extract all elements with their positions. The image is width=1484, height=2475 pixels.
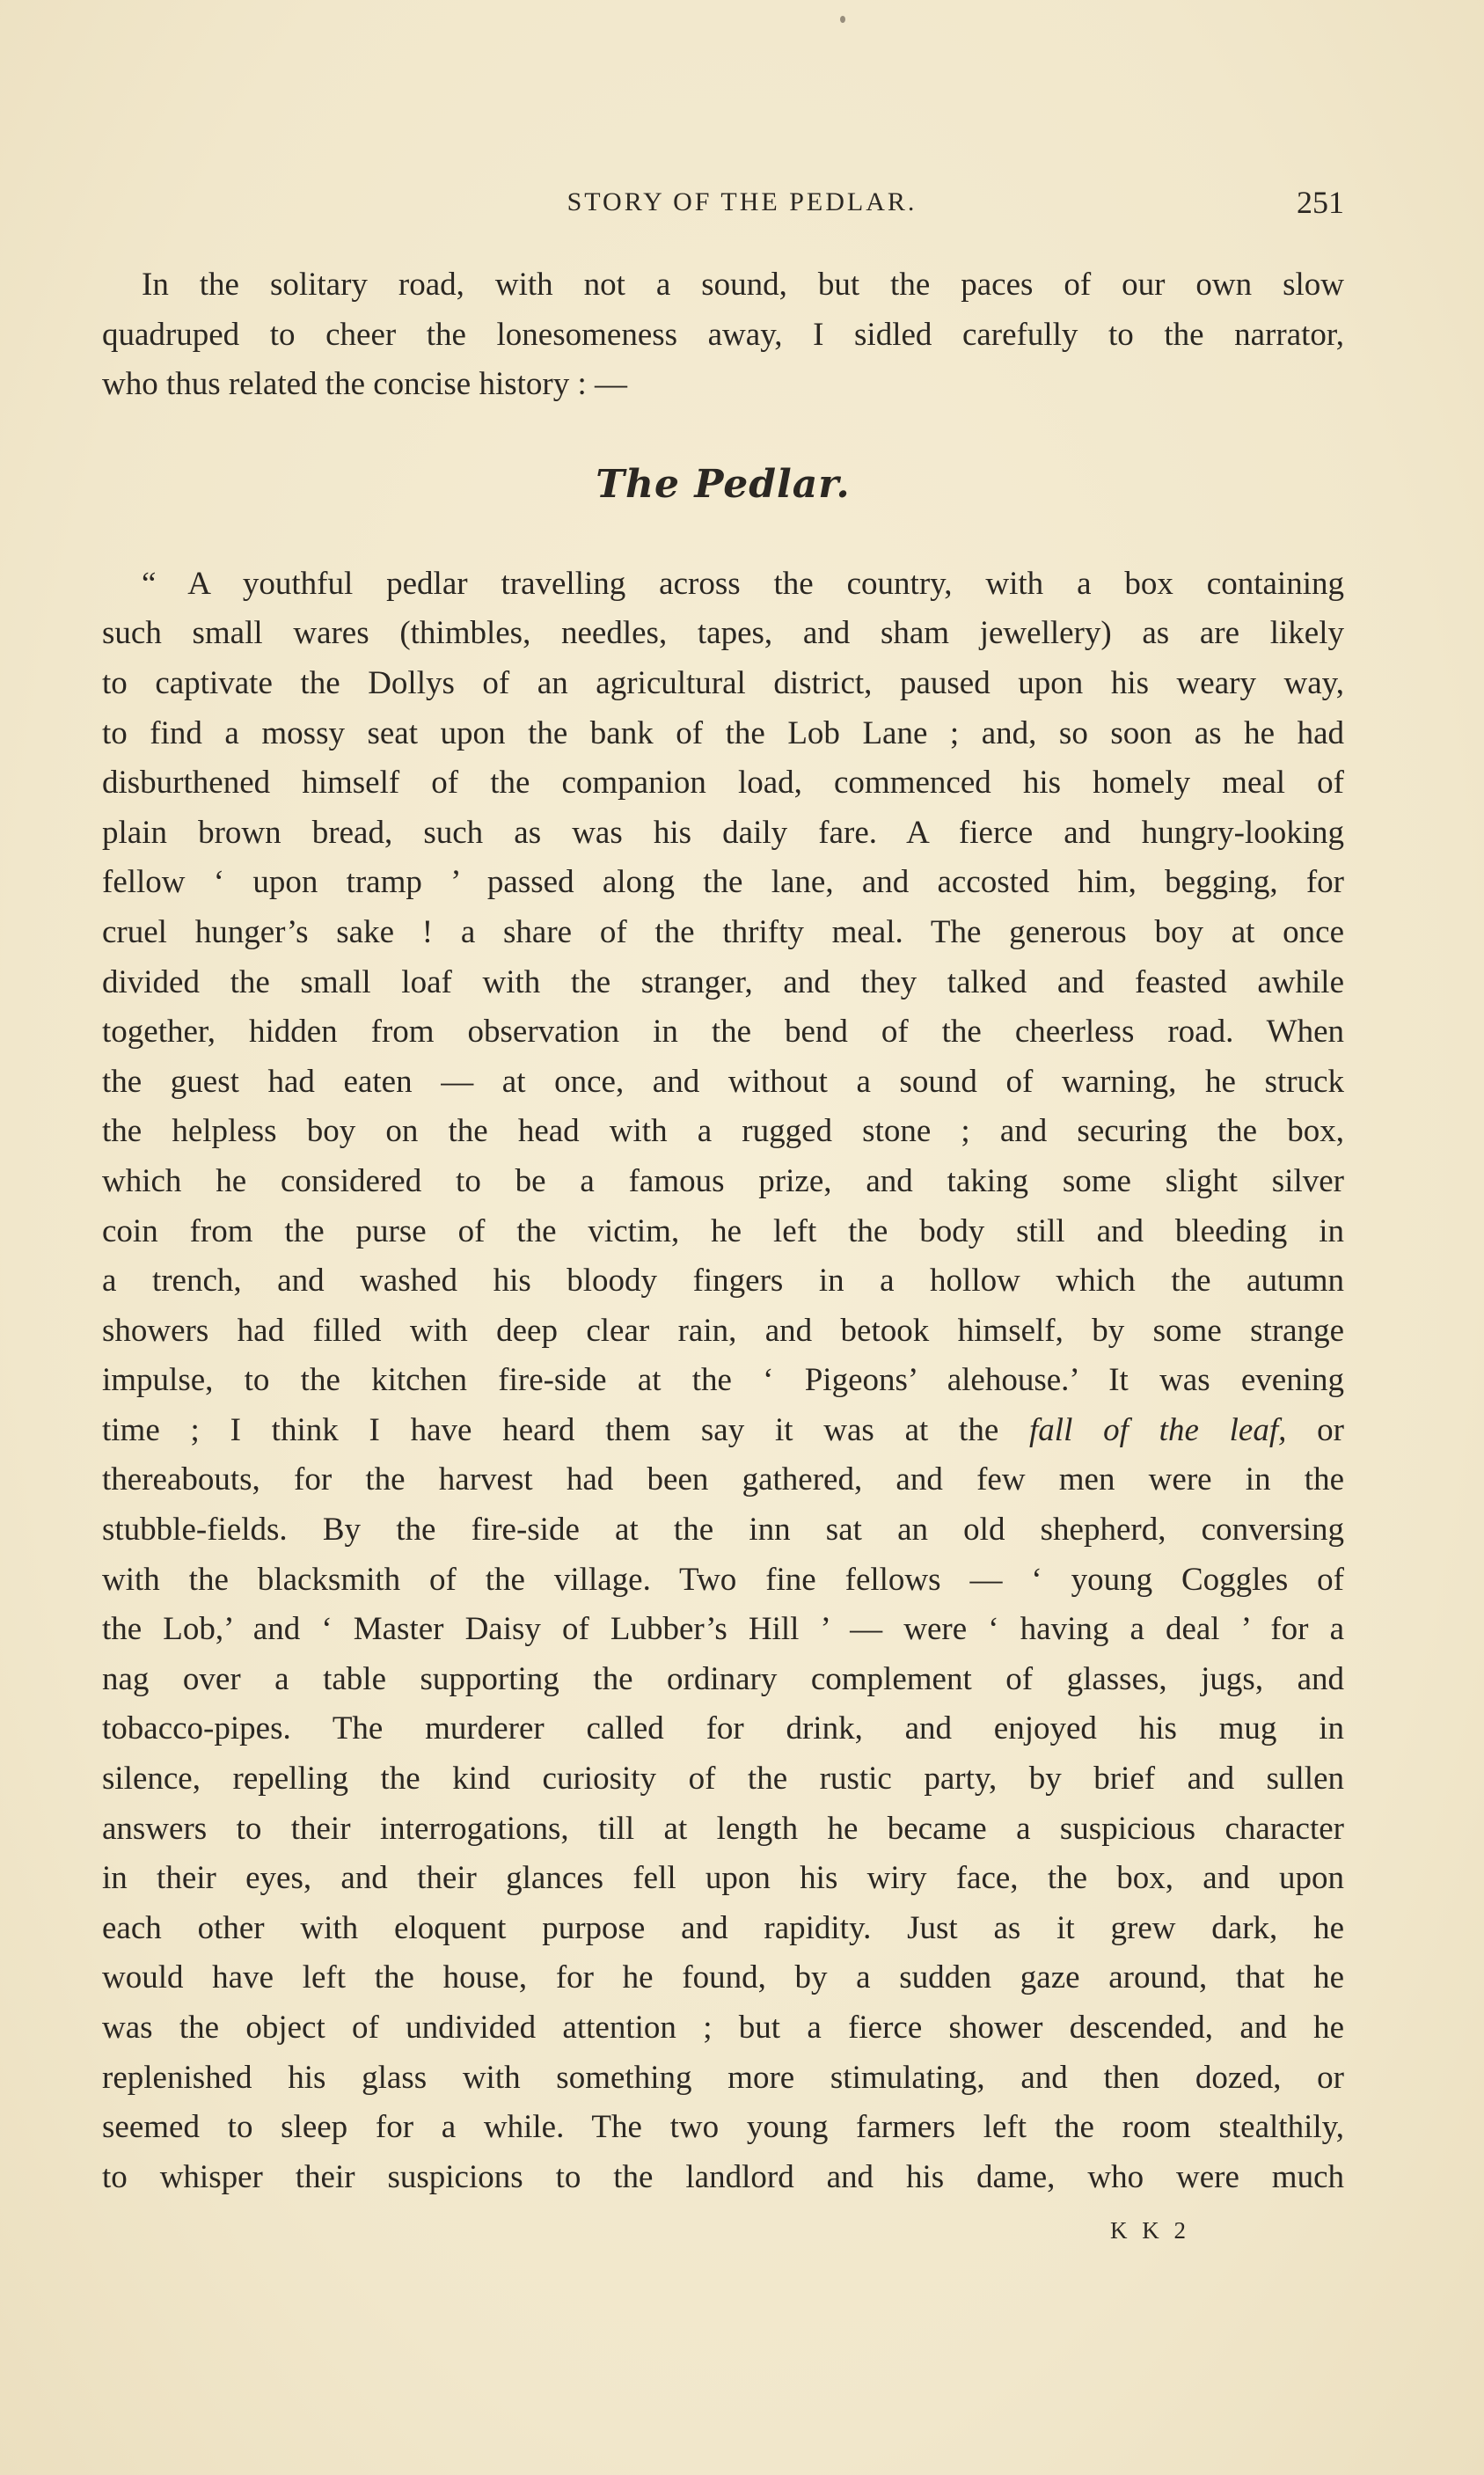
story-line: to whisper their suspicions to the landlord and his dame, who were much <box>102 2158 1344 2195</box>
running-title: STORY OF THE PEDLAR. <box>567 187 917 216</box>
story-line: to find a mossy seat upon the bank of the Lob Lane ; and, so soon as he had <box>102 714 1344 751</box>
story-paragraph <box>102 560 1344 2203</box>
story-line: “ A youthful pedlar travelling across the country, with a box containing <box>142 565 1344 602</box>
italic-phrase: fall of the leaf, <box>1029 1411 1287 1448</box>
signature-mark: K K 2 <box>1110 2217 1190 2244</box>
story-line: the Lob,’ and ‘ Master Daisy of Lubber’s Hill ’ — were ‘ having a deal ’ for a <box>102 1611 1344 1648</box>
story-line: thereabouts, for the harvest had been gathered, and few men were in the <box>102 1461 1344 1498</box>
story-line: impulse, to the kitchen fire-side at the ‘ Pigeons’ alehouse.’ It was evening <box>102 1362 1344 1399</box>
story-line: tobacco-pipes. The murderer called for drink, and enjoyed his mug in <box>102 1710 1344 1747</box>
story-line: nag over a table supporting the ordinary complement of glasses, jugs, and <box>102 1660 1344 1697</box>
story-line: to captivate the Dollys of an agricultural district, paused upon his weary way, <box>102 664 1344 701</box>
story-line: stubble-fields. By the fire-side at the inn sat an old shepherd, conversing <box>102 1512 1344 1549</box>
ink-speck <box>840 16 845 23</box>
story-line: cruel hunger’s sake ! a share of the thrifty meal. The generous boy at once <box>102 913 1344 950</box>
page-number: 251 <box>1297 185 1344 220</box>
story-line: each other with eloquent purpose and rapidity. Just as it grew dark, he <box>102 1909 1344 1946</box>
story-line: a trench, and washed his bloody fingers in a hollow which the autumn <box>102 1263 1344 1300</box>
intro-line: quadruped to cheer the lonesomeness away, I sidled carefully to the narrator, <box>102 316 1344 353</box>
text-block <box>102 260 1344 2202</box>
story-line: answers to their interrogations, till at length he became a suspicious character <box>102 1810 1344 1847</box>
story-line-with-italic <box>102 1406 1344 1456</box>
story-line: replenished his glass with something more stimulating, and then dozed, or <box>102 2059 1344 2096</box>
intro-line: who thus related the concise history : — <box>102 366 628 403</box>
story-line: the helpless boy on the head with a rugged stone ; and securing the box, <box>102 1113 1344 1150</box>
story-line: together, hidden from observation in the bend of the cheerless road. When <box>102 1014 1344 1051</box>
intro-line: In the solitary road, with not a sound, but the paces of our own slow <box>142 267 1344 303</box>
story-line: plain brown bread, such as was his daily fare. A fierce and hungry-looking <box>102 814 1344 851</box>
story-title: The Pedlar. <box>596 461 851 507</box>
story-line: seemed to sleep for a while. The two young farmers left the room stealthily, <box>102 2109 1344 2146</box>
story-line: showers had filled with deep clear rain, and betook himself, by some strange <box>102 1312 1344 1349</box>
story-line: fellow ‘ upon tramp ’ passed along the lane, and accosted him, begging, for <box>102 864 1344 901</box>
intro-paragraph <box>102 260 1344 410</box>
story-line-segment: time ; I think I have heard them say it was at the <box>102 1411 1030 1448</box>
story-line: silence, repelling the kind curiosity of the rustic party, by brief and sullen <box>102 1761 1344 1798</box>
story-line: would have left the house, for he found, by a sudden gaze around, that he <box>102 1959 1344 1996</box>
story-line: which he considered to be a famous prize, and taking some slight silver <box>102 1162 1344 1199</box>
story-line: such small wares (thimbles, needles, tapes, and sham jewellery) as are likely <box>102 615 1344 652</box>
story-line: divided the small loaf with the stranger, and they talked and feasted awhile <box>102 963 1344 1000</box>
story-line-segment: or <box>1286 1411 1344 1448</box>
story-line: was the object of undivided attention ; but a fierce shower descended, and he <box>102 2010 1344 2046</box>
story-line: in their eyes, and their glances fell upon his wiry face, the box, and upon <box>102 1860 1344 1897</box>
story-line: the guest had eaten — at once, and without a sound of warning, he struck <box>102 1063 1344 1100</box>
story-line: with the blacksmith of the village. Two fine fellows — ‘ young Coggles of <box>102 1561 1344 1598</box>
story-line: disburthened himself of the companion load, commenced his homely meal of <box>102 765 1344 802</box>
story-line: coin from the purse of the victim, he left the body still and bleeding in <box>102 1212 1344 1249</box>
running-head <box>0 185 1484 220</box>
